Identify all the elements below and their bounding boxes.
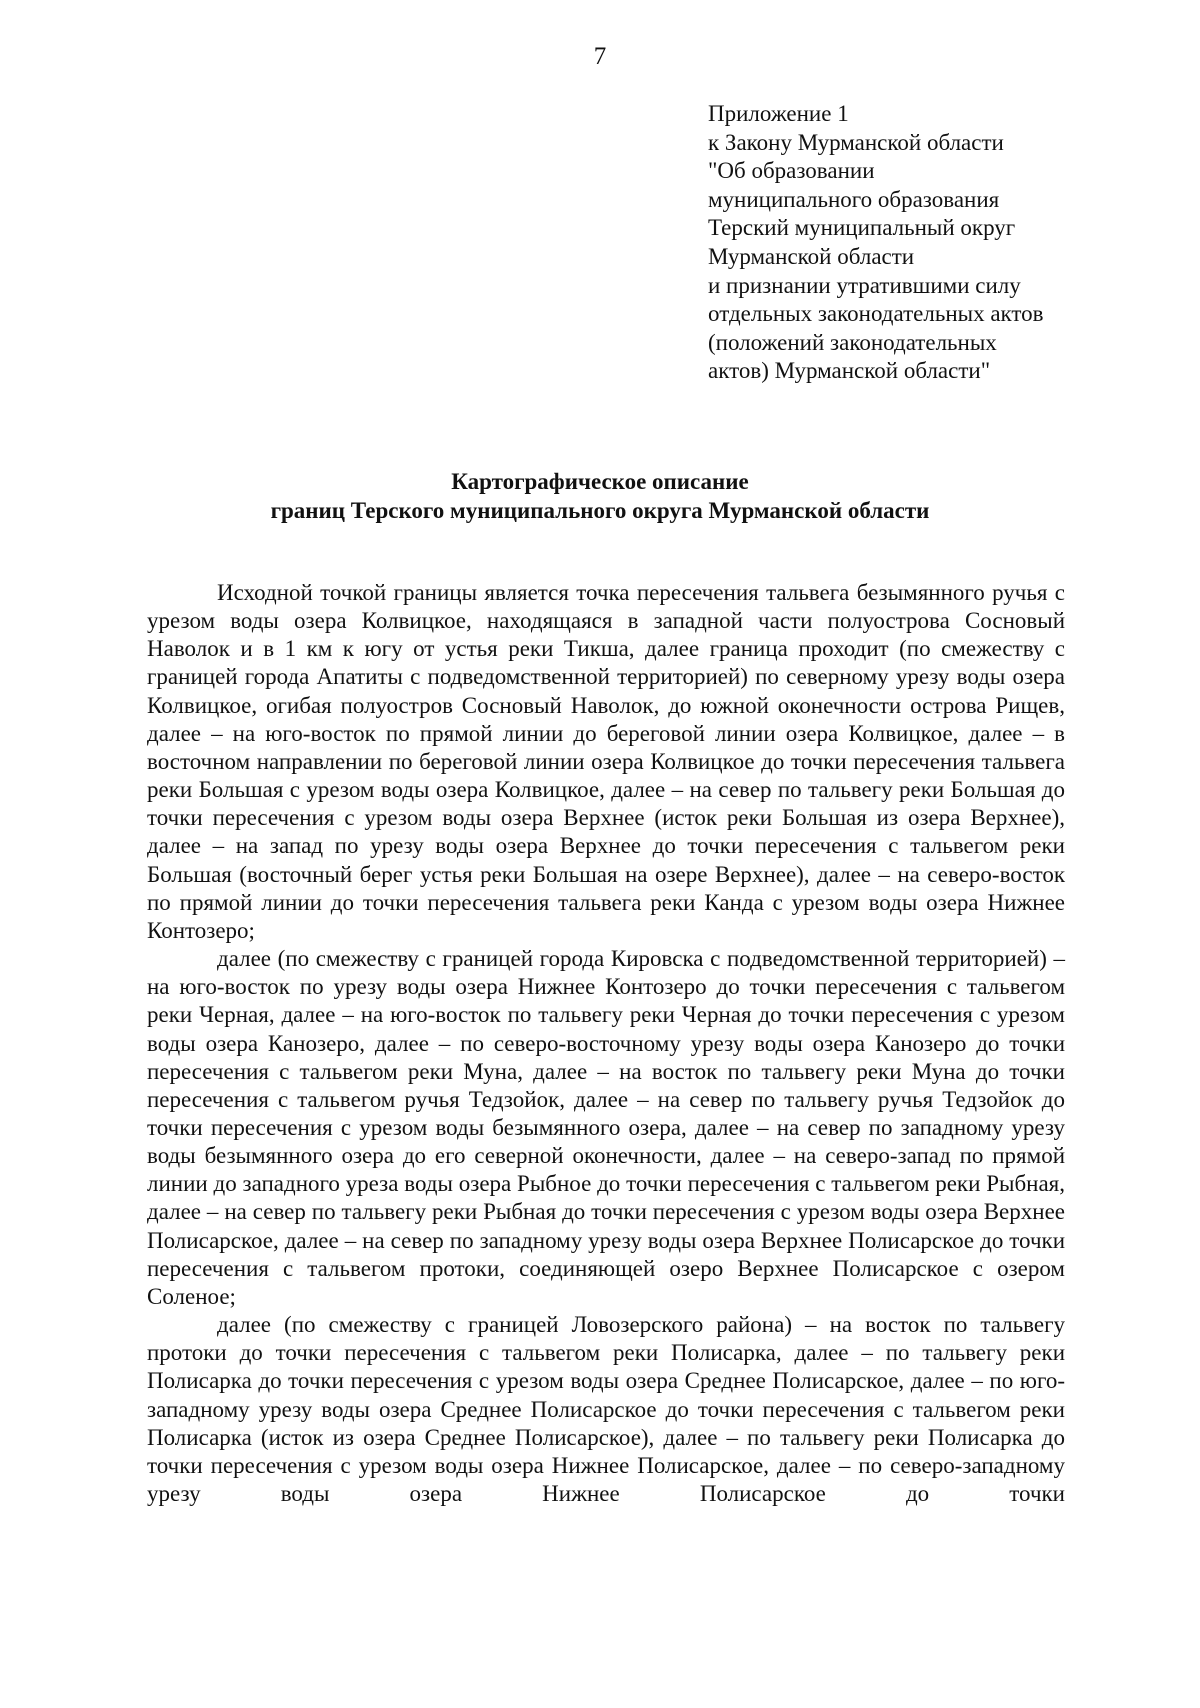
document-title (0, 467, 1200, 525)
paragraph: далее (по смежеству с границей города Кировска с подведомственной территорией) – на юго-восток по урезу воды озера Нижнее Контозеро до точки пересечения с тальвегом реки Черная, далее – на юго-восток по тальвегу реки Черная до точки пересечения с урезом воды озера Канозеро, далее – по северо-восточному урезу воды озера Канозеро до точки пересечения с тальвегом реки Муна, далее – на восток по тальвегу реки Муна до точки пересечения с тальвегом ручья Тедзойок, далее – на север по тальвегу ручья Тедзойок до точки пересечения с урезом воды безымянного озера, далее – на север по западному урезу воды безымянного озера до его северной оконечности, далее – на северо-запад по прямой линии до западного уреза воды озера Рыбное до точки пересечения с тальвегом реки Рыбная, далее – на север по тальвегу реки Рыбная до точки пересечения с урезом воды озера Верхнее Полисарское, далее – на север по западному урезу воды озера Верхнее Полисарское до точки пересечения с тальвегом протоки, соединяющей озеро Верхнее Полисарское с озером Соленое; (147, 946, 1065, 1309)
appendix-line: Мурманской области (708, 243, 915, 269)
appendix-line: Приложение 1 (708, 101, 849, 126)
page-number: 7 (593, 43, 607, 70)
document-body (147, 579, 1065, 1508)
appendix-header (708, 100, 1178, 386)
appendix-line: и признании утратившими силу (708, 272, 1021, 298)
appendix-line: "Об образовании (708, 158, 875, 184)
appendix-line: (положений законодательных (708, 329, 997, 355)
appendix-line: актов) Мурманской области" (708, 358, 991, 384)
appendix-line: отдельных законодательных актов (708, 301, 1044, 327)
title-line: Картографическое описание (451, 469, 749, 494)
paragraph: далее (по смежеству с границей Ловозерского района) – на восток по тальвегу протоки до точки пересечения с тальвегом реки Полисарка, далее – по тальвегу реки Полисарка до точки пересечения с урезом воды озера Среднее Полисарское, далее – по юго-западному урезу воды озера Среднее Полисарское до точки пересечения с тальвегом реки Полисарка (исток из озера Среднее Полисарское), далее – по тальвегу реки Полисарка до точки пересечения с урезом воды озера Нижнее Полисарское, далее – по северо-западному урезу воды озера Нижнее Полисарское до точки (147, 1312, 1065, 1506)
appendix-line: муниципального образования (708, 186, 1000, 212)
appendix-line: к Закону Мурманской области (708, 129, 1004, 155)
appendix-line: Терский муниципальный округ (708, 215, 1016, 241)
title-line: границ Терского муниципального округа Мурманской области (270, 498, 930, 523)
paragraph: Исходной точкой границы является точка пересечения тальвега безымянного ручья с урезом воды озера Колвицкое, находящаяся в западной части полуострова Сосновый Наволок и в 1 км к югу от устья реки Тикша, далее граница проходит (по смежеству с границей города Апатиты с подведомственной территорией) по северному урезу воды озера Колвицкое, огибая полуостров Сосновый Наволок, до южной оконечности острова Рищев, далее – на юго-восток по прямой линии до береговой линии озера Колвицкое, далее – в восточном направлении по береговой линии озера Колвицкое до точки пересечения тальвега реки Большая с урезом воды озера Колвицкое, далее – на север по тальвегу реки Большая до точки пересечения с урезом воды озера Верхнее (исток реки Большая из озера Верхнее), далее – на запад по урезу воды озера Верхнее до точки пересечения с тальвегом реки Большая (восточный берег устья реки Большая на озере Верхнее), далее – на северо-восток по прямой линии до точки пересечения тальвега реки Канда с урезом воды озера Нижнее Контозеро; (147, 580, 1065, 943)
